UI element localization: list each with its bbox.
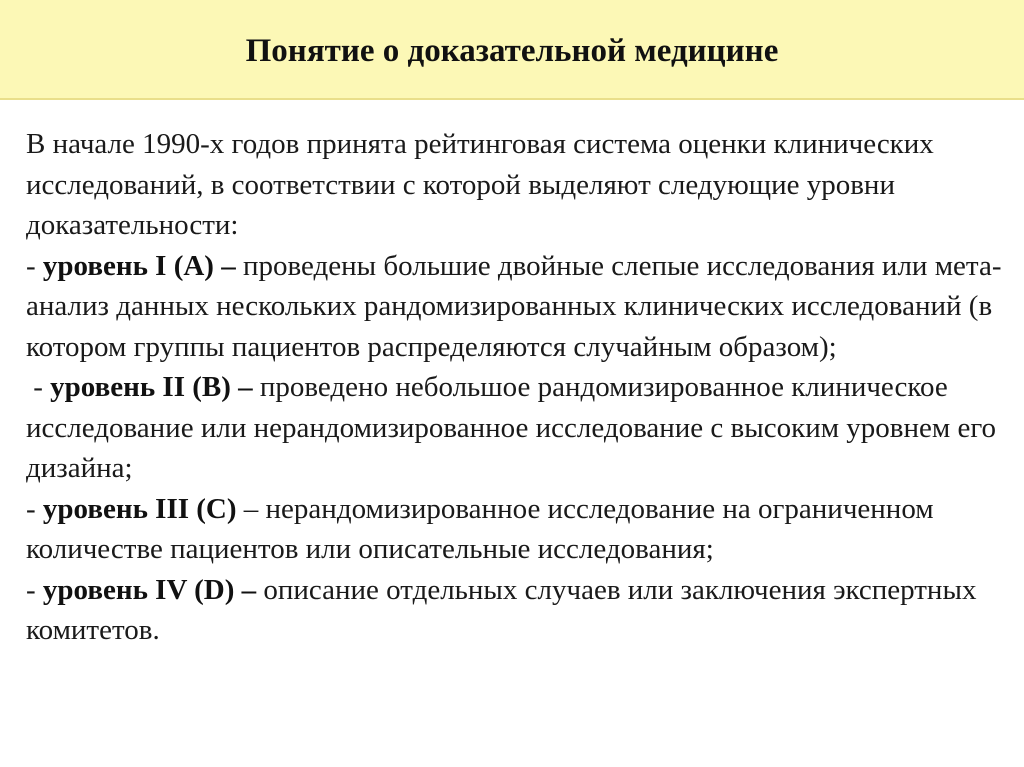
slide-body	[26, 124, 1016, 651]
level-label: уровень I (А) –	[42, 249, 236, 282]
level-item-3	[26, 489, 1016, 570]
level-item-1	[26, 246, 1016, 368]
level-item-2	[26, 367, 1016, 489]
level-text: проведены большие двойные слепые исследования или мета-анализ данных нескольких рандомизированных клинических исследований (в котором группы пациентов распределяются случайным образом);	[26, 249, 1002, 363]
level-label: уровень III (С)	[42, 492, 237, 525]
level-label: уровень IV (D) –	[42, 573, 257, 606]
intro-paragraph: В начале 1990-х годов принята рейтинговая система оценки клинических исследований, в соответствии с которой выделяют следующие уровни доказательности:	[26, 128, 934, 241]
level-text: – нерандомизированное исследование на ограниченном количестве пациентов или описательные исследования;	[26, 492, 934, 565]
level-label: уровень II (В) –	[50, 371, 253, 403]
title-bar	[0, 0, 1024, 100]
level-item-4	[26, 570, 1016, 651]
level-prefix: -	[26, 371, 51, 403]
level-text: проведено небольшое рандомизированное клиническое исследование или нерандомизированное исследование с высоким уровнем его дизайна;	[26, 371, 997, 484]
slide-title: Понятие о доказательной медицине	[245, 32, 779, 69]
level-text: описание отдельных случаев или заключения экспертных комитетов.	[26, 573, 977, 646]
level-prefix: -	[26, 492, 43, 525]
level-prefix: -	[26, 249, 43, 282]
level-prefix: -	[26, 573, 43, 606]
